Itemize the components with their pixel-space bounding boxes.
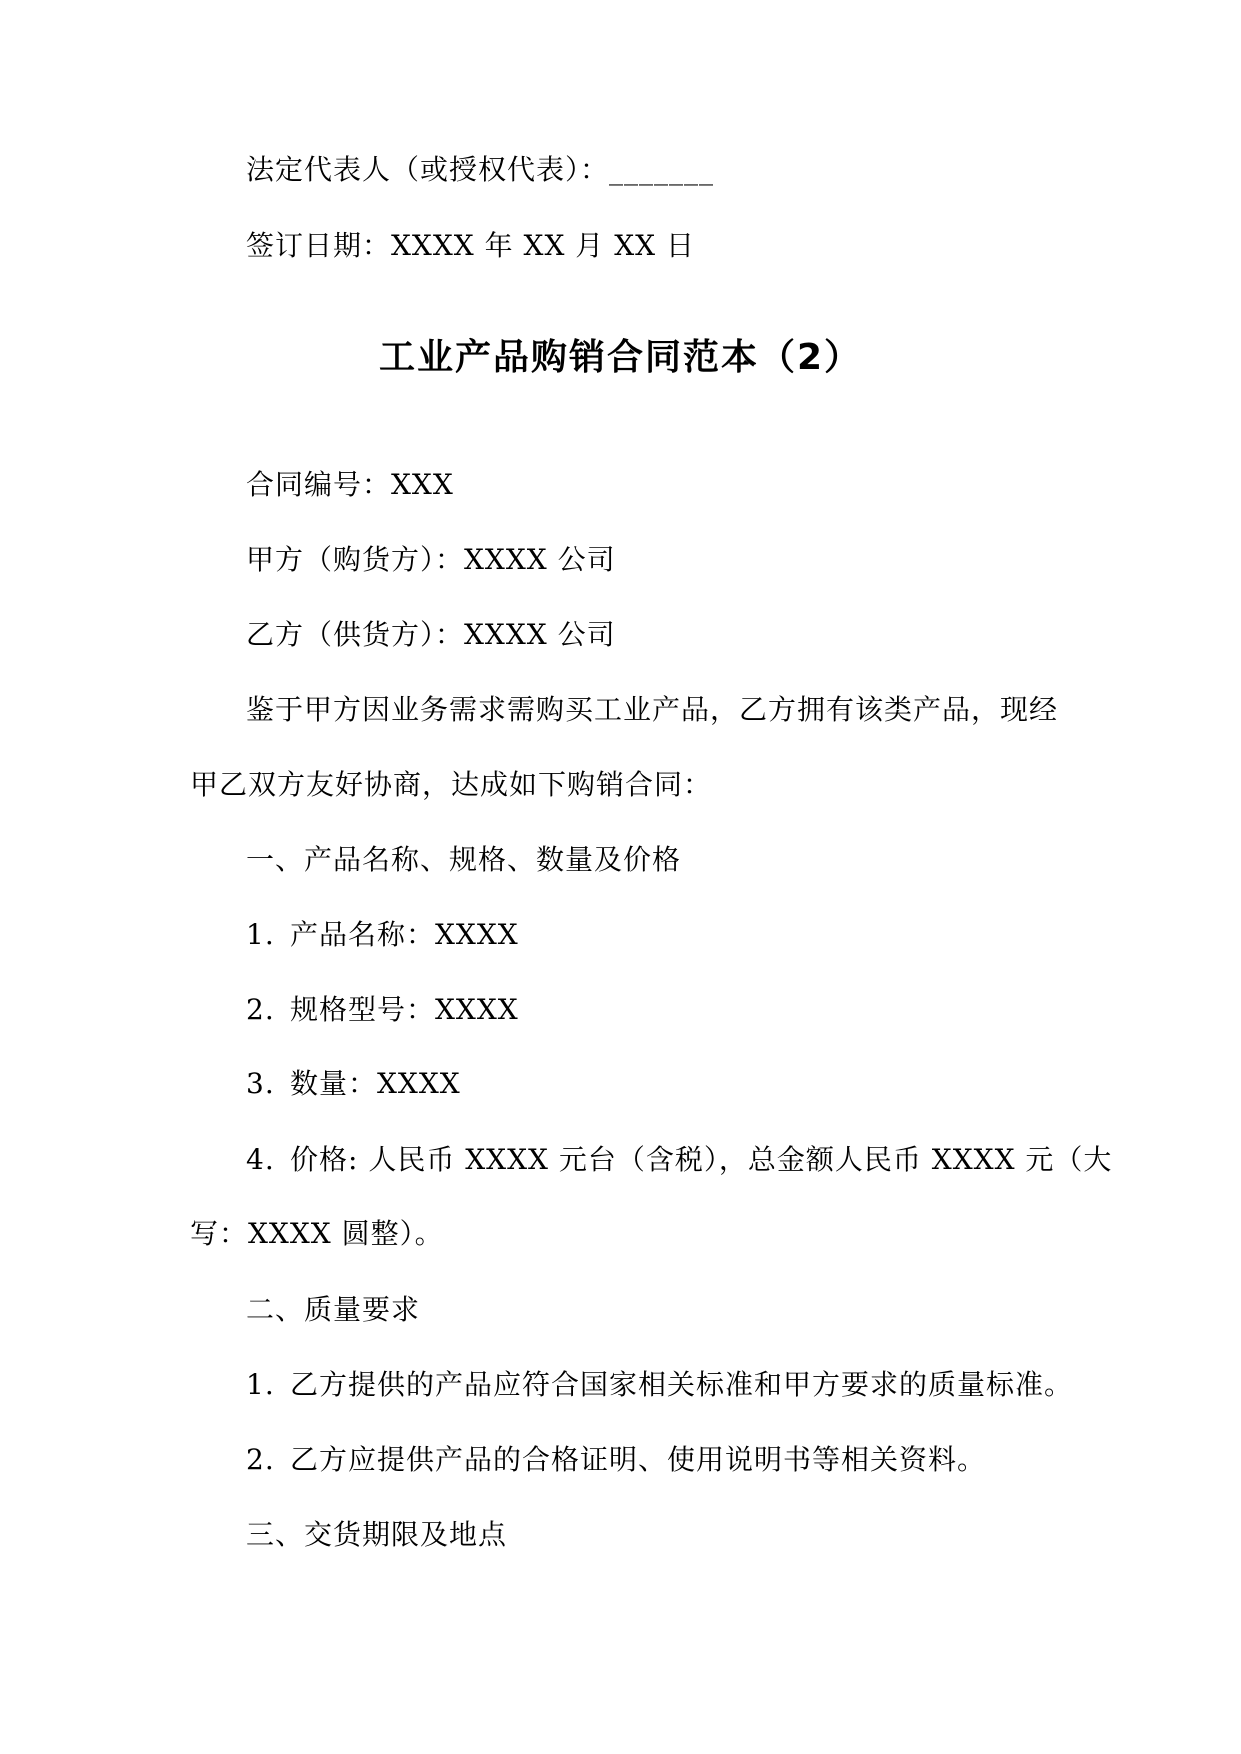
section-1-item	[246, 1142, 1112, 1178]
item-number: 3.	[246, 1067, 275, 1100]
section-2-item	[246, 1367, 1073, 1403]
party-a-line: 甲方（购货方）：XXXX 公司	[246, 543, 616, 576]
sign-date-line: 签订日期：XXXX 年 XX 月 XX 日	[246, 229, 695, 262]
item-text: 价格: 人民币 XXXX 元台（含税），总金额人民币 XXXX 元（大	[290, 1143, 1113, 1176]
preamble-line-1: 鉴于甲方因业务需求需购买工业产品，乙方拥有该类产品，现经	[246, 693, 1059, 726]
item-text: 数量：XXXX	[290, 1067, 461, 1100]
section-1-heading: 一、产品名称、规格、数量及价格	[246, 843, 682, 876]
contract-title: 工业产品购销合同范本（2）	[378, 337, 863, 378]
legal-representative-line: 法定代表人（或授权代表）：_______	[246, 153, 715, 186]
party-b-line: 乙方（供货方）：XXXX 公司	[246, 618, 616, 651]
preamble-line-2: 甲乙双方友好协商，达成如下购销合同：	[190, 768, 713, 801]
item-text: 乙方应提供产品的合格证明、使用说明书等相关资料。	[290, 1443, 987, 1476]
item-text: 乙方提供的产品应符合国家相关标准和甲方要求的质量标准。	[290, 1368, 1074, 1401]
contract-number-line: 合同编号：XXX	[246, 468, 454, 501]
section-1-item	[246, 1066, 461, 1102]
section-1-item-4-continuation: 写：XXXX 圆整）。	[190, 1217, 444, 1250]
section-1-item	[246, 992, 519, 1028]
item-number: 4.	[246, 1143, 275, 1176]
item-number: 2.	[246, 993, 275, 1026]
item-number: 1.	[246, 918, 275, 951]
section-1-item	[246, 917, 519, 953]
item-text: 规格型号：XXXX	[290, 993, 519, 1026]
item-number: 1.	[246, 1368, 275, 1401]
section-3-heading: 三、交货期限及地点	[246, 1518, 508, 1551]
item-number: 2.	[246, 1443, 275, 1476]
item-text: 产品名称：XXXX	[290, 918, 519, 951]
section-2-heading: 二、质量要求	[246, 1293, 421, 1326]
section-2-item	[246, 1442, 986, 1478]
